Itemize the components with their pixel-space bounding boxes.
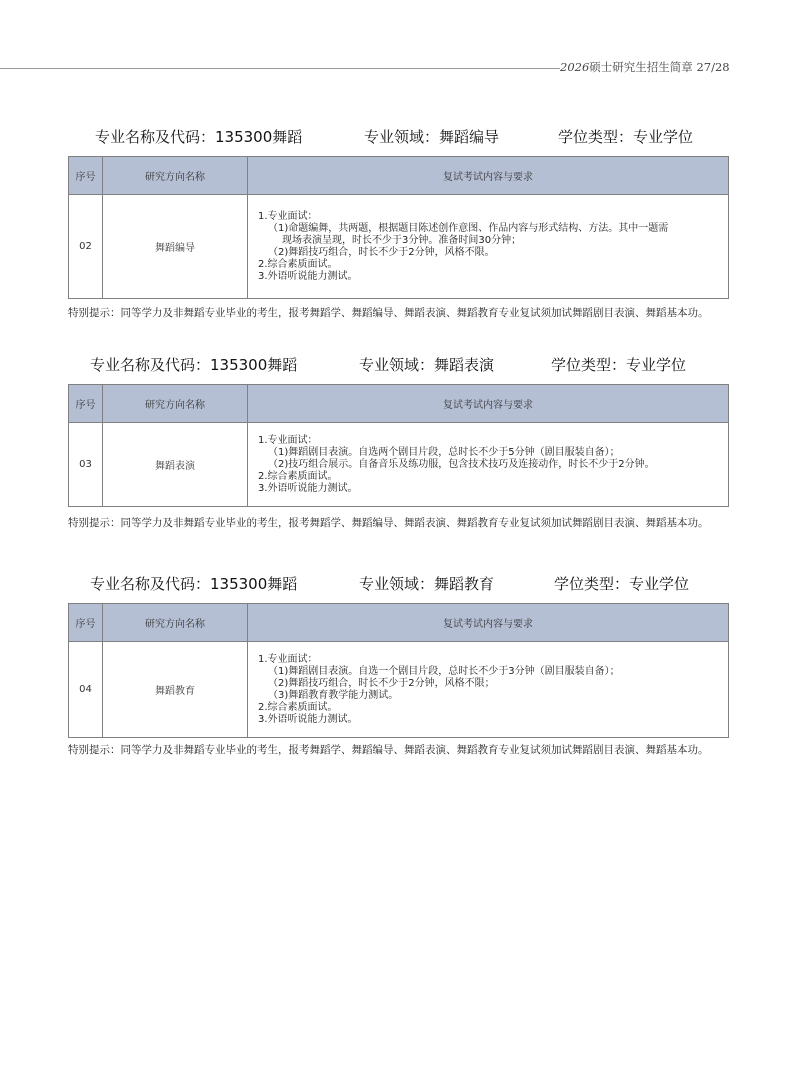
field-label: 专业领域：舞蹈教育	[359, 575, 495, 593]
special-note: 特别提示：同等学力及非舞蹈专业毕业的考生，报考舞蹈学、舞蹈编导、舞蹈表演、舞蹈教育专业复试须加试舞蹈剧目表演、舞蹈基本功。	[68, 517, 709, 529]
special-note: 特别提示：同等学力及非舞蹈专业毕业的考生，报考舞蹈学、舞蹈编导、舞蹈表演、舞蹈教育专业复试须加试舞蹈剧目表演、舞蹈基本功。	[68, 744, 709, 756]
requirements-cell	[248, 423, 729, 507]
table-row	[69, 642, 729, 738]
requirements-cell	[248, 642, 729, 738]
req-line: （1)舞蹈剧目表演。自选一个剧目片段，总时长不少于3分钟（剧目服装自备）；	[268, 665, 620, 677]
col-direction: 研究方向名称	[103, 385, 248, 423]
degree-label: 学位类型：专业学位	[551, 356, 687, 374]
req-line: （2)舞蹈技巧组合，时长不少于2分钟，风格不限；	[268, 677, 495, 689]
degree-label: 学位类型：专业学位	[558, 128, 694, 146]
req-line: （3)舞蹈教育教学能力测试。	[268, 689, 399, 701]
seq-cell: 03	[69, 423, 103, 507]
major-label: 专业名称及代码：135300舞蹈	[90, 575, 298, 593]
special-note: 特别提示：同等学力及非舞蹈专业毕业的考生，报考舞蹈学、舞蹈编导、舞蹈表演、舞蹈教育专业复试须加试舞蹈剧目表演、舞蹈基本功。	[68, 307, 709, 319]
req-line: （2)舞蹈技巧组合，时长不少于2分钟，风格不限。	[268, 246, 495, 258]
requirements-table	[68, 603, 729, 738]
running-header	[560, 59, 730, 75]
req-line: （1)舞蹈剧目表演。自选两个剧目片段，总时长不少于5分钟（剧目服装自备）；	[268, 446, 620, 458]
col-requirements: 复试考试内容与要求	[248, 604, 729, 642]
col-direction: 研究方向名称	[103, 157, 248, 195]
req-line: （2)技巧组合展示。自备音乐及练功服，包含技术技巧及连接动作，时长不少于2分钟。	[268, 458, 655, 470]
header-year: 2026	[560, 60, 590, 74]
req-line: 1.专业面试：	[258, 653, 318, 665]
major-label: 专业名称及代码：135300舞蹈	[95, 128, 303, 146]
req-line: （1)命题编舞，共两题，根据题目陈述创作意图、作品内容与形式结构、方法。其中一题需	[268, 222, 669, 234]
table-row	[69, 195, 729, 299]
requirements-cell	[248, 195, 729, 299]
req-line: 2.综合素质面试。	[258, 470, 338, 482]
table-header-row	[69, 604, 729, 642]
direction-cell: 舞蹈编导	[103, 195, 248, 299]
req-line: 3.外语听说能力测试。	[258, 713, 358, 725]
col-seq: 序号	[69, 157, 103, 195]
req-line: 现场表演呈现，时长不少于3分钟。准备时间30分钟；	[282, 234, 522, 246]
page-number: 27/28	[696, 60, 730, 74]
req-line: 1.专业面试：	[258, 210, 318, 222]
table-header-row	[69, 157, 729, 195]
seq-cell: 02	[69, 195, 103, 299]
field-label: 专业领域：舞蹈表演	[359, 356, 495, 374]
direction-cell: 舞蹈教育	[103, 642, 248, 738]
col-direction: 研究方向名称	[103, 604, 248, 642]
header-rule	[0, 68, 560, 69]
req-line: 1.专业面试：	[258, 434, 318, 446]
col-requirements: 复试考试内容与要求	[248, 385, 729, 423]
field-label: 专业领域：舞蹈编导	[364, 128, 500, 146]
degree-label: 学位类型：专业学位	[554, 575, 690, 593]
col-requirements: 复试考试内容与要求	[248, 157, 729, 195]
col-seq: 序号	[69, 604, 103, 642]
table-header-row	[69, 385, 729, 423]
col-seq: 序号	[69, 385, 103, 423]
table-row	[69, 423, 729, 507]
section-heading	[68, 354, 748, 378]
req-line: 2.综合素质面试。	[258, 701, 338, 713]
req-line: 3.外语听说能力测试。	[258, 482, 358, 494]
section-heading	[68, 126, 748, 150]
seq-cell: 04	[69, 642, 103, 738]
header-title: 硕士研究生招生简章	[589, 60, 693, 74]
direction-cell: 舞蹈表演	[103, 423, 248, 507]
requirements-table	[68, 384, 729, 507]
section-heading	[68, 573, 748, 597]
req-line: 3.外语听说能力测试。	[258, 270, 358, 282]
major-label: 专业名称及代码：135300舞蹈	[90, 356, 298, 374]
requirements-table	[68, 156, 729, 299]
req-line: 2.综合素质面试。	[258, 258, 338, 270]
